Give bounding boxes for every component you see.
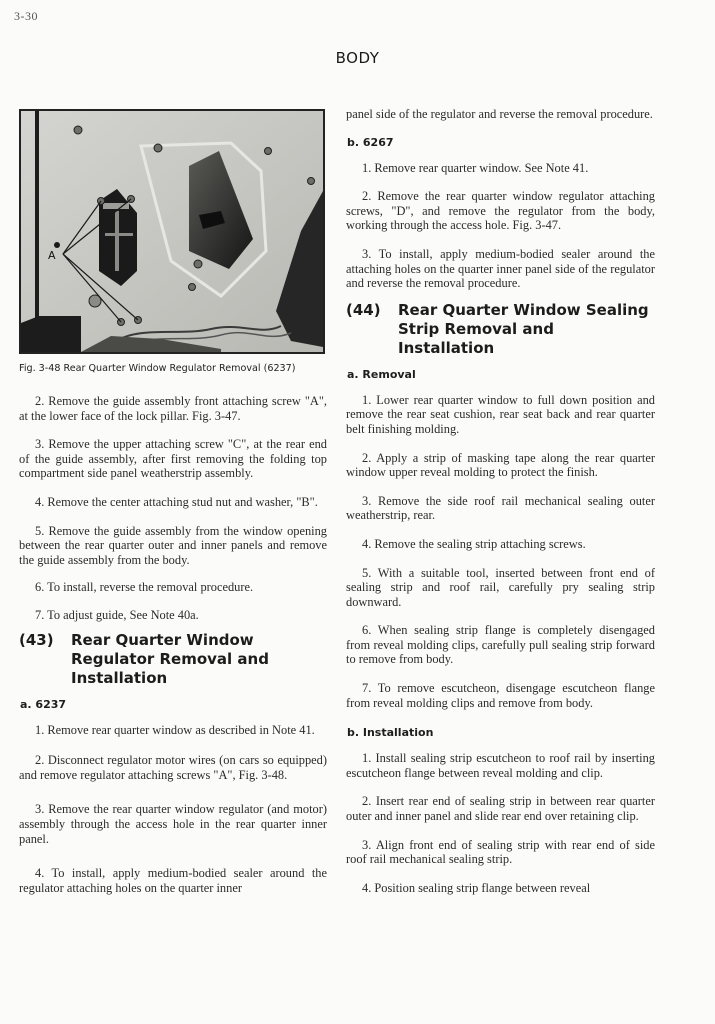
paragraph: 7. To remove escutcheon, disengage escutcheon flange from reveal molding clips and remove from body. xyxy=(346,681,655,710)
section-title: Rear Quarter Window Regulator Removal and Installation xyxy=(71,630,269,687)
page-number: 3-30 xyxy=(14,9,38,23)
subheading-installation: b. Installation xyxy=(347,726,434,740)
section-heading-44 xyxy=(346,301,655,358)
page-title: BODY xyxy=(335,49,380,67)
paragraph: 3. Remove the rear quarter window regulator (and motor) assembly through the access hole in the rear quarter inner panel. xyxy=(19,802,327,846)
paragraph: 1. Remove rear quarter window. See Note 41. xyxy=(362,160,589,175)
paragraph: 2. Disconnect regulator motor wires (on cars so equipped) and remove regulator attaching screws "A", Fig. 3-48. xyxy=(19,753,327,782)
paragraph: panel side of the regulator and reverse the removal procedure. xyxy=(346,107,653,121)
paragraph: 2. Remove the guide assembly front attaching screw "A", at the lower face of the lock pillar. Fig. 3-47. xyxy=(19,394,327,423)
paragraph: 4. Remove the center attaching stud nut and washer, "B". xyxy=(35,494,318,509)
regulator-panel-illustration xyxy=(21,111,323,352)
paragraph: 7. To adjust guide, See Note 40a. xyxy=(35,607,199,622)
paragraph: 1. Remove rear quarter window as described in Note 41. xyxy=(35,722,315,737)
section-title: Rear Quarter Window Sealing Strip Removal and Installation xyxy=(398,300,649,357)
paragraph: 4. To install, apply medium-bodied sealer around the regulator attaching holes on the quarter inner xyxy=(19,866,327,895)
right-column xyxy=(346,107,655,909)
paragraph: 2. Apply a strip of masking tape along the rear quarter window upper reveal molding to protect the finish. xyxy=(346,450,655,480)
paragraph: 3. To install, apply medium-bodied sealer around the attaching holes on the quarter inner panel side of the regulator and reverse the removal procedure. xyxy=(346,246,655,291)
paragraph: 2. Insert rear end of sealing strip in between rear quarter outer and inner panel and slide rear end over retaining clip. xyxy=(346,794,655,824)
figure-caption: Fig. 3-48 Rear Quarter Window Regulator Removal (6237) xyxy=(19,363,296,374)
subheading-a-6237: a. 6237 xyxy=(20,697,67,711)
paragraph: 3. Remove the side roof rail mechanical sealing outer weatherstrip, rear. xyxy=(346,493,655,523)
paragraph: 4. Remove the sealing strip attaching screws. xyxy=(362,536,586,551)
paragraph: 4. Position sealing strip flange between reveal xyxy=(362,880,591,895)
section-number: (44) xyxy=(346,300,381,319)
figure-callout-a: A xyxy=(48,249,56,262)
paragraph: 2. Remove the rear quarter window regulator attaching screws, "D", and remove the regulator from the body, working through the access hole. Fig. 3-47. xyxy=(346,189,655,233)
left-column xyxy=(19,394,327,909)
paragraph: 3. Align front end of sealing strip with rear end of side roof rail mechanical sealing strip. xyxy=(346,837,655,867)
section-number: (43) xyxy=(19,630,54,649)
paragraph: 6. When sealing strip flange is completely disengaged from reveal molding clips, carefully pull sealing strip forward to remove from body. xyxy=(346,623,655,667)
paragraph: 1. Install sealing strip escutcheon to roof rail by inserting escutcheon flange between reveal molding and clip. xyxy=(346,751,655,780)
paragraph: 1. Lower rear quarter window to full down position and remove the rear seat cushion, rear seat back and rear quarter belt finishing molding. xyxy=(346,392,655,436)
paragraph: 5. With a suitable tool, inserted between front end of sealing strip and roof rail, carefully pry sealing strip downward. xyxy=(346,565,655,609)
paragraph: 5. Remove the guide assembly from the window opening between the rear quarter outer and inner panels and remove the guide assembly from the body. xyxy=(19,523,327,567)
section-heading-43 xyxy=(19,631,327,688)
paragraph: 6. To install, reverse the removal procedure. xyxy=(35,580,254,595)
subheading-b-6267: b. 6267 xyxy=(347,135,394,149)
figure-3-48-photo xyxy=(19,109,325,354)
subheading-removal: a. Removal xyxy=(347,367,416,381)
paragraph: 3. Remove the upper attaching screw "C", at the rear end of the guide assembly, after first removing the folding top compartment side panel weatherstrip assembly. xyxy=(19,437,327,481)
